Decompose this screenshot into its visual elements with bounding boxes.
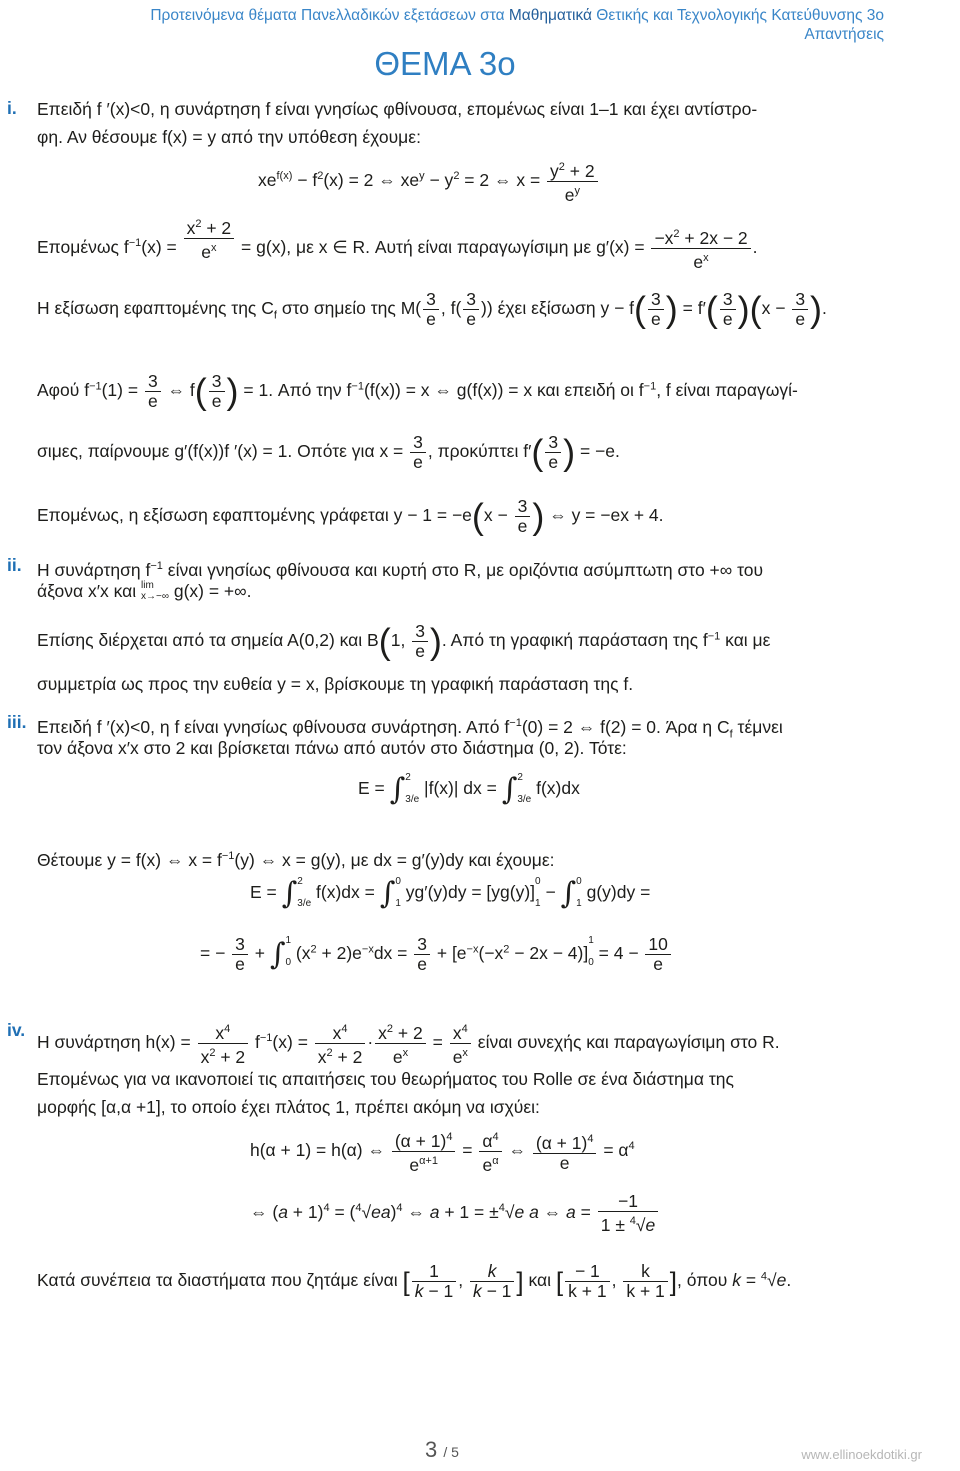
page-total: / 5 (443, 1444, 459, 1460)
i-line-7: Επομένως, η εξίσωση εφαπτομένης γράφεται y − 1 = −e(x − $\frac{3}{e}$ ) ⇔ y = −ex + 4. (37, 495, 664, 537)
ii-para-3: Επίσης διέρχεται από τα σημεία Α(0,2) και Β(1, $\frac{3}{e}$ ). Από τη γραφική παράσταση της $f^{-1}$ και με (37, 620, 771, 662)
iv-para-4: Κατά συνέπεια τα διαστήματα που ζητάμε είναι [ $\frac{1}{k - 1}$ , $\frac{k}{k - 1}$ ] και [ $\frac{- 1}{k + 1}$ , $\frac{k}{k + 1}$ ], όπου k = $^4$√e. (37, 1261, 792, 1301)
ii-para-1-b: είναι γνησίως φθίνουσα και κυρτή στο R, με οριζόντια ασύμπτωτη στο +∞ του (167, 559, 764, 580)
iv-para-4-a: Κατά συνέπεια τα διαστήματα που ζητάμε είναι (37, 1270, 398, 1291)
iv-para-2: Επομένως για να ικανοποιεί τις απαιτήσεις του θεωρήματος του Rolle σε ένα διάστημα της (37, 1069, 734, 1089)
i-line-4-text: Η εξίσωση εφαπτομένης της C (37, 298, 274, 319)
equation-rolle-2: ⇔ $(a + 1)^4 = (^4√ea)^4$ ⇔ a + 1 = ±$^4$√e a ⇔ a = $\frac{-1}{1 \pm ^4√e}$ (250, 1192, 660, 1235)
i-para-2: φη. Αν θέσουμε f(x) = y από την υπόθεση έχουμε: (37, 127, 421, 147)
page-header (24, 6, 884, 44)
page-current: 3 (425, 1437, 438, 1462)
i-line-3: Επομένως $f^{-1}(x)$ = $\frac{x^2 + 2}{e^x}$ = g(x), με x ∈ R. Αυτή είναι παραγωγίσιμη με g′(x) = $\frac{-x^2 + 2x - 2}{e^x}$ . (37, 225, 758, 272)
header-prefix: Προτεινόμενα θέματα Πανελλαδικών εξετάσεων στα (150, 7, 505, 24)
page-title: ΘΕΜΑ 3ο (374, 45, 516, 82)
label-iii: iii. (7, 712, 27, 732)
i-line-5-mid: Από την f (277, 380, 352, 401)
iii-para-1-c: τέμνει (737, 716, 783, 737)
ii-para-4: συμμετρία ως προς την ευθεία y = x, βρίσκουμε τη γραφική παράσταση της f. (37, 674, 634, 694)
i-para-1: Επειδή f ′(x)<0, η συνάρτηση f είναι γνησίως φθίνουσα, επομένως είναι 1–1 και έχει αντίστρο- (37, 99, 758, 119)
label-iv: iv. (7, 1020, 26, 1040)
i-line-4-tail: έχει εξίσωση (497, 298, 596, 319)
header-suffix: Θετικής και Τεχνολογικής Κατεύθυνσης 3ο (596, 7, 884, 24)
ii-para-3-c: και με (725, 630, 771, 651)
ii-para-2-text: άξονα x′x και (37, 581, 137, 601)
iii-para-3-b: (y) ⇔ x = g(y), με dx = g′(y)dy και έχουμε: (234, 849, 555, 870)
i-line-5: Αφού $f^{-1}(1)$ = $\frac{3}{e}$ ⇔ f( $\frac{3}{e}$ ) = 1. Από την $f^{-1}(f(x)) = x$ ⇔ g(f(x)) = x και επειδή οι $f^{-1}$, f είναι παραγωγί- (37, 370, 798, 412)
iii-para-1-b: (0) = 2 ⇔ f(2) = 0. Άρα η C (521, 716, 730, 737)
iii-para-3: Θέτουμε y = f(x) ⇔ $x = f^{-1}(y)$ ⇔ x = g(y), με dx = g′(y)dy και έχουμε: (37, 849, 555, 870)
iv-para-3: μορφής [α,α +1], το οποίο έχει πλάτος 1, πρέπει ακόμη να ισχύει: (37, 1097, 540, 1117)
integral-E-3: = − $\frac{3}{e}$ + ∫1 0 $(x^2 + 2)e^{-x}dx$ = $\frac{3}{e}$ + $[e^{-x}(-x^2 - 2x - 4)]1$ 0 = 4 − $\frac{10}{e}$ (200, 935, 673, 974)
iii-para-3-a: Θέτουμε y = f(x) ⇔ x = f (37, 849, 222, 870)
iii-para-1: Επειδή f ′(x)<0, η f είναι γνησίως φθίνουσα συνάρτηση. Από $f^{-1}(0) = 2$ ⇔ f(2) = 0. Άρα η $C_f$ τέμνει (37, 716, 783, 741)
i-line-7-text: Επομένως, η εξίσωση εφαπτομένης γράφεται (37, 505, 389, 526)
header-subject: Μαθηματικά (508, 7, 592, 24)
ii-para-2: άξονα x′x και lim x→−∞ g(x) = +∞. (37, 580, 252, 602)
i-line-6-text: σιμες, παίρνουμε g′(f(x))f ′(x) = 1. Οπότε για (37, 441, 375, 462)
i-line-6-mid: , προκύπτει (427, 441, 519, 462)
label-i: i. (7, 98, 17, 118)
iv-para-4-b: και (528, 1270, 552, 1291)
integral-E-1: E = ∫2 3/e |f(x)| dx = ∫2 3/e f(x)dx (358, 772, 580, 807)
ii-para-3-b: . Από τη γραφική παράσταση της f (441, 630, 708, 651)
equation-1: $xe^{f(x)} - f^2(x) = 2$ ⇔ $xe^y - y^2 = 2$ ⇔ x = $\frac{y^2 + 2}{e^y}$ (258, 158, 600, 205)
i-line-4: Η εξίσωση εφαπτομένης της $C_f$ στο σημείο της M( $\frac{3}{e}$ , f( $\frac{3}{e}$ )) έχει εξίσωση y − f( $\frac{3}{e}$ ) = f′( $\frac{3}{e}$ )(x − $\frac{3}{e}$ ). (37, 288, 827, 330)
i-line-4-mid: στο σημείο της (281, 298, 396, 319)
i-line-6: σιμες, παίρνουμε g′(f(x))f ′(x) = 1. Οπότε για x = $\frac{3}{e}$ , προκύπτει f′( $\frac{3}{e}$ ) = −e. (37, 431, 620, 473)
ii-para-1-a: Η συνάρτηση f (37, 559, 151, 580)
i-line-5-tail: (f(x)) = x ⇔ g(f(x)) = x και επειδή οι f (363, 380, 644, 401)
ii-para-1: Η συνάρτηση $f^{-1}$ είναι γνησίως φθίνουσα και κυρτή στο R, με οριζόντια ασύμπτωτη στο +∞ του (37, 559, 764, 580)
ii-para-3-a: Επίσης διέρχεται από τα σημεία Α(0,2) και Β (37, 630, 379, 651)
i-line-3-text: Επομένως (37, 236, 119, 257)
page-number (425, 1437, 459, 1463)
label-ii: ii. (7, 555, 22, 575)
iv-para-1-b: είναι συνεχής και παραγωγίσιμη στο R. (477, 1031, 780, 1052)
iii-para-1-a: Επειδή f ′(x)<0, η f είναι γνησίως φθίνουσα συνάρτηση. Από f (37, 716, 510, 737)
header-answers: Απαντήσεις (804, 26, 884, 43)
iv-para-4-c: , όπου (677, 1270, 728, 1291)
integral-E-2: E = ∫2 3/e f(x)dx = ∫0 1 yg′(y)dy = [yg(y)]0 1 − ∫0 1 g(y)dy = (250, 876, 651, 911)
i-line-3-mid: = g(x), με x ∈ R. Αυτή είναι παραγωγίσιμη με (241, 236, 592, 257)
iv-para-1-a: Η συνάρτηση (37, 1031, 141, 1052)
iii-para-2: τον άξονα x′x στο 2 και βρίσκεται πάνω από αυτόν στο διάστημα (0, 2). Τότε: (37, 738, 627, 758)
iv-para-1: Η συνάρτηση h(x) = $\frac{x^4}{x^2 + 2}$ $f^{-1}(x)$ = $\frac{x^4}{x^2 + 2}$ · $\frac{x^2 + 2}{e^x}$ = $\frac{x^4}{e^x}$ είναι συνεχής και παραγωγίσιμη στο R. (37, 1020, 780, 1067)
i-line-5-text: Αφού (37, 380, 80, 401)
i-line-5-end: , f είναι παραγωγί- (656, 380, 798, 401)
equation-rolle-1: h(α + 1) = h(α) ⇔ $\frac{(\alpha + 1)^4}{e^{\alpha+1}}$ = $\frac{\alpha^4}{e^\alpha}$ ⇔ $\frac{(\alpha + 1)^4}{e}$ = $\alpha^4$ (250, 1128, 635, 1175)
site-url[interactable]: www.ellinoekdotiki.gr (801, 1447, 922, 1462)
